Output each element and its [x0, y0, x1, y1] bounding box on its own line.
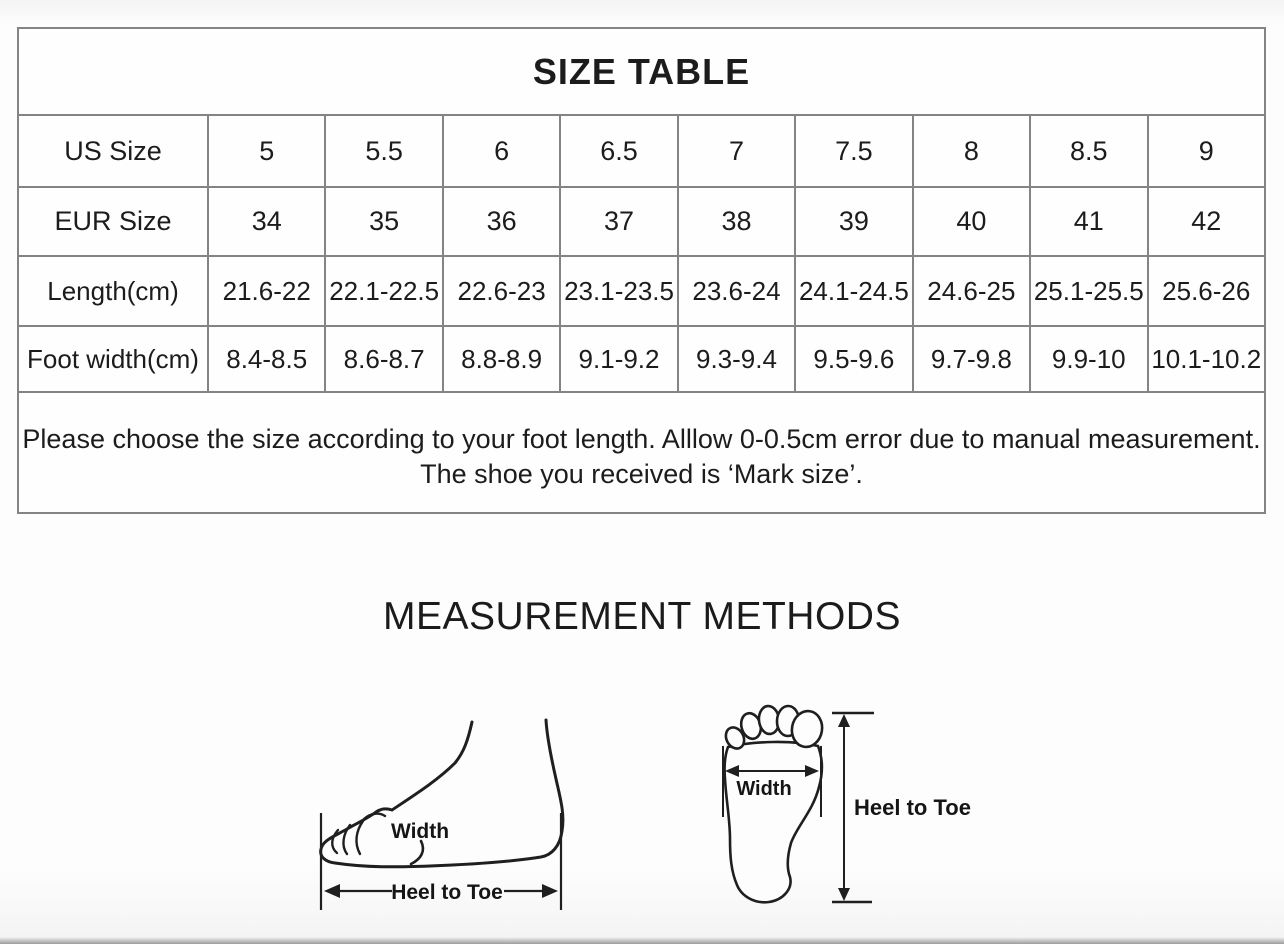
size-cell: 8.6-8.7 — [325, 326, 442, 392]
size-cell: 24.1-24.5 — [795, 256, 912, 326]
size-table-title: SIZE TABLE — [18, 28, 1265, 115]
size-cell: 9.9-10 — [1030, 326, 1147, 392]
side-heel-to-toe-label: Heel to Toe — [391, 881, 503, 904]
size-cell: 41 — [1030, 187, 1147, 256]
print-width-label: Width — [736, 778, 792, 800]
size-cell: 8.4-8.5 — [208, 326, 325, 392]
size-cell: 8 — [913, 115, 1030, 187]
size-cell: 8.8-8.9 — [443, 326, 560, 392]
size-note-row — [18, 392, 1265, 513]
size-cell: 7.5 — [795, 115, 912, 187]
note-line-2: The shoe you received is ‘Mark size’. — [420, 459, 863, 489]
table-row-length — [18, 256, 1265, 326]
size-cell: 34 — [208, 187, 325, 256]
table-row-us-size — [18, 115, 1265, 187]
side-width-label: Width — [390, 820, 450, 843]
size-cell: 9.5-9.6 — [795, 326, 912, 392]
size-cell: 24.6-25 — [913, 256, 1030, 326]
size-cell: 23.1-23.5 — [560, 256, 677, 326]
size-cell: 10.1-10.2 — [1148, 326, 1266, 392]
foot-side-view-diagram — [280, 680, 610, 940]
size-cell: 9.3-9.4 — [678, 326, 795, 392]
table-row-eur-size — [18, 187, 1265, 256]
size-cell: 9 — [1148, 115, 1266, 187]
size-table-title-row — [18, 28, 1265, 115]
size-cell: 25.1-25.5 — [1030, 256, 1147, 326]
size-note — [19, 393, 1264, 492]
size-cell: 9.7-9.8 — [913, 326, 1030, 392]
size-cell: 6.5 — [560, 115, 677, 187]
footprint-outline — [722, 705, 825, 902]
row-label-eur-size: EUR Size — [18, 187, 208, 256]
size-cell: 39 — [795, 187, 912, 256]
size-cell: 25.6-26 — [1148, 256, 1266, 326]
table-row-foot-width — [18, 326, 1265, 392]
footprint-diagram — [680, 680, 1000, 944]
size-cell: 5.5 — [325, 115, 442, 187]
size-note-cell — [18, 392, 1265, 513]
size-cell: 21.6-22 — [208, 256, 325, 326]
print-heel-to-toe-label: Heel to Toe — [854, 795, 971, 820]
size-cell: 5 — [208, 115, 325, 187]
size-cell: 9.1-9.2 — [560, 326, 677, 392]
size-cell: 7 — [678, 115, 795, 187]
size-cell: 6 — [443, 115, 560, 187]
size-cell: 37 — [560, 187, 677, 256]
size-cell: 42 — [1148, 187, 1266, 256]
foot-outline — [321, 720, 563, 867]
bottom-edge-shade — [0, 937, 1284, 944]
size-table — [17, 27, 1266, 514]
size-cell: 40 — [913, 187, 1030, 256]
width-pointer-line — [411, 841, 423, 864]
note-line-1: Please choose the size according to your foot length. Alllow 0-0.5cm error due to manual measurement. — [22, 424, 1261, 454]
size-cell: 36 — [443, 187, 560, 256]
size-cell: 23.6-24 — [678, 256, 795, 326]
row-label-us-size: US Size — [18, 115, 208, 187]
row-label-length: Length(cm) — [18, 256, 208, 326]
size-cell: 38 — [678, 187, 795, 256]
row-label-foot-width: Foot width(cm) — [18, 326, 208, 392]
size-cell: 22.6-23 — [443, 256, 560, 326]
size-cell: 35 — [325, 187, 442, 256]
size-cell: 8.5 — [1030, 115, 1147, 187]
measurement-methods-title: MEASUREMENT METHODS — [383, 595, 901, 638]
size-cell: 22.1-22.5 — [325, 256, 442, 326]
